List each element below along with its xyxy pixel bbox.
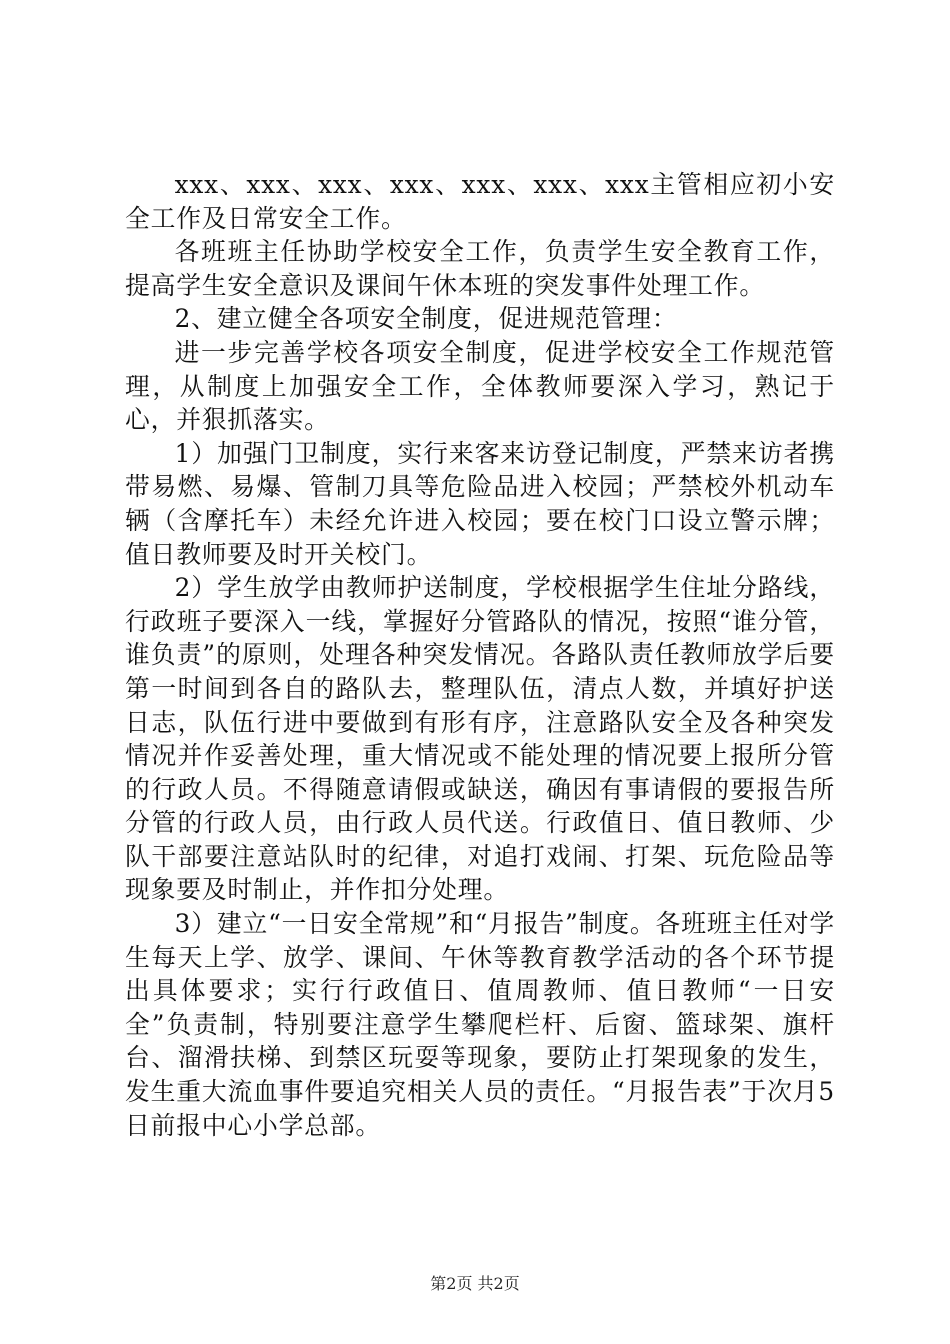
- section-heading-safety-systems: 2、建立健全各项安全制度，促进规范管理：: [174, 304, 678, 334]
- paragraph-class-teachers: 各班班主任协助学校安全工作，负责学生安全教育工作，提高学生安全意识及课间午休本班的突发事件处理工作。: [125, 237, 835, 300]
- paragraph-gate-guard-system: 1）加强门卫制度，实行来客来访登记制度，严禁来访者携带易燃、易爆、管制刀具等危险品进入校园；严禁校外机动车辆（含摩托车）未经允许进入校园；要在校门口设立警示牌；值日教师要及时开关校门。: [125, 438, 835, 569]
- page-number-footer: 第2页 共2页: [430, 1274, 520, 1293]
- paragraph-responsibility-list: xxx、xxx、xxx、xxx、xxx、xxx、xxx主管相应初小安全工作及日常安全工作。: [125, 170, 835, 233]
- paragraph-improve-systems: 进一步完善学校各项安全制度，促进学校安全工作规范管理，从制度上加强安全工作，全体教师要深入学习，熟记于心，并狠抓落实。: [125, 337, 835, 435]
- paragraph-daily-safety-system: 3）建立“一日安全常规”和“月报告”制度。各班班主任对学生每天上学、放学、课间、午休等教育教学活动的各个环节提出具体要求；实行行政值日、值周教师、值日教师“一日安全”负责制，特别要注意学生攀爬栏杆、后窗、篮球架、旗杆台、溜滑扶梯、到禁区玩耍等现象，要防止打架现象的发生，发生重大流血事件要追究相关人员的责任。“月报告表”于次月5日前报中心小学总部。: [125, 909, 835, 1140]
- document-body: [125, 168, 835, 1142]
- paragraph-escort-system: 2）学生放学由教师护送制度，学校根据学生住址分路线，行政班子要深入一线，掌握好分管路队的情况，按照“谁分管，谁负责”的原则，处理各种突发情况。各路队责任教师放学后要第一时间到各自的路队去，整理队伍，清点人数，并填好护送日志，队伍行进中要做到有形有序，注意路队安全及各种突发情况并作妥善处理，重大情况或不能处理的情况要上报所分管的行政人员。不得随意请假或缺送，确因有事请假的要报告所分管的行政人员，由行政人员代送。行政值日、值日教师、少队干部要注意站队时的纪律，对追打戏闹、打架、玩危险品等现象要及时制止，并作扣分处理。: [125, 573, 835, 905]
